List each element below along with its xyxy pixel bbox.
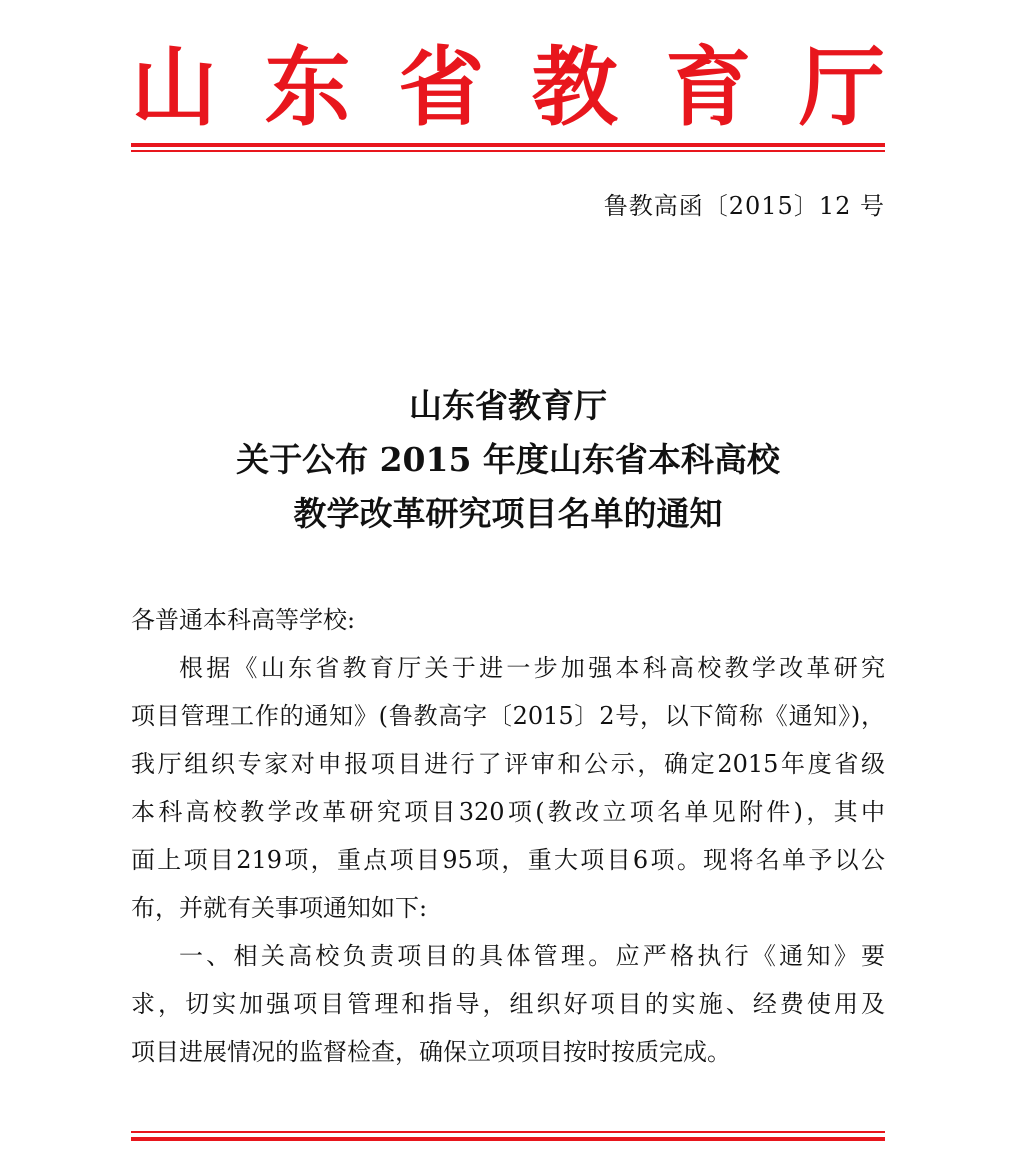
masthead-char: 厅 [798,37,885,138]
salutation: 各普通本科高等学校: [131,606,356,634]
paragraph-line: 我厅组织专家对申报项目进行了评审和公示，确定2015年度省级 [131,750,885,778]
document-title [131,379,885,541]
paragraph-line: 根据《山东省教育厅关于进一步加强本科高校教学改革研究 [179,654,885,682]
masthead-char: 育 [665,37,752,138]
title-line-3: 教学改革研究项目名单的通知 [293,494,723,533]
header-divider-thin [131,150,885,152]
masthead-char: 教 [531,37,618,138]
masthead-char: 东 [264,37,351,138]
header-divider-thick [131,143,885,147]
masthead-char: 山 [131,37,217,138]
paragraph-line: 本科高校教学改革研究项目320项(教改立项名单见附件)，其中 [131,798,885,826]
paragraph-line: 布，并就有关事项通知如下: [131,894,428,922]
title-line-1: 山东省教育厅 [409,386,607,425]
paragraph-line: 求，切实加强项目管理和指导，组织好项目的实施、经费使用及 [131,990,885,1018]
paragraph-line: 一、相关高校负责项目的具体管理。应严格执行《通知》要 [179,942,885,970]
document-body [131,596,885,1076]
footer-divider-thin [131,1131,885,1133]
paragraph-line: 面上项目219项，重点项目95项，重大项目6项。现将名单予以公 [131,846,885,874]
title-line-2: 关于公布 2015 年度山东省本科高校 [236,440,780,479]
masthead [131,38,885,138]
masthead-char: 省 [398,37,485,138]
paragraph-line: 项目进展情况的监督检查，确保立项项目按时按质完成。 [131,1038,731,1066]
paragraph-line: 项目管理工作的通知》(鲁教高字〔2015〕2号，以下简称《通知》)， [131,702,885,730]
document-number: 鲁教高函〔2015〕12 号 [603,192,885,220]
footer-divider-thick [131,1137,885,1141]
